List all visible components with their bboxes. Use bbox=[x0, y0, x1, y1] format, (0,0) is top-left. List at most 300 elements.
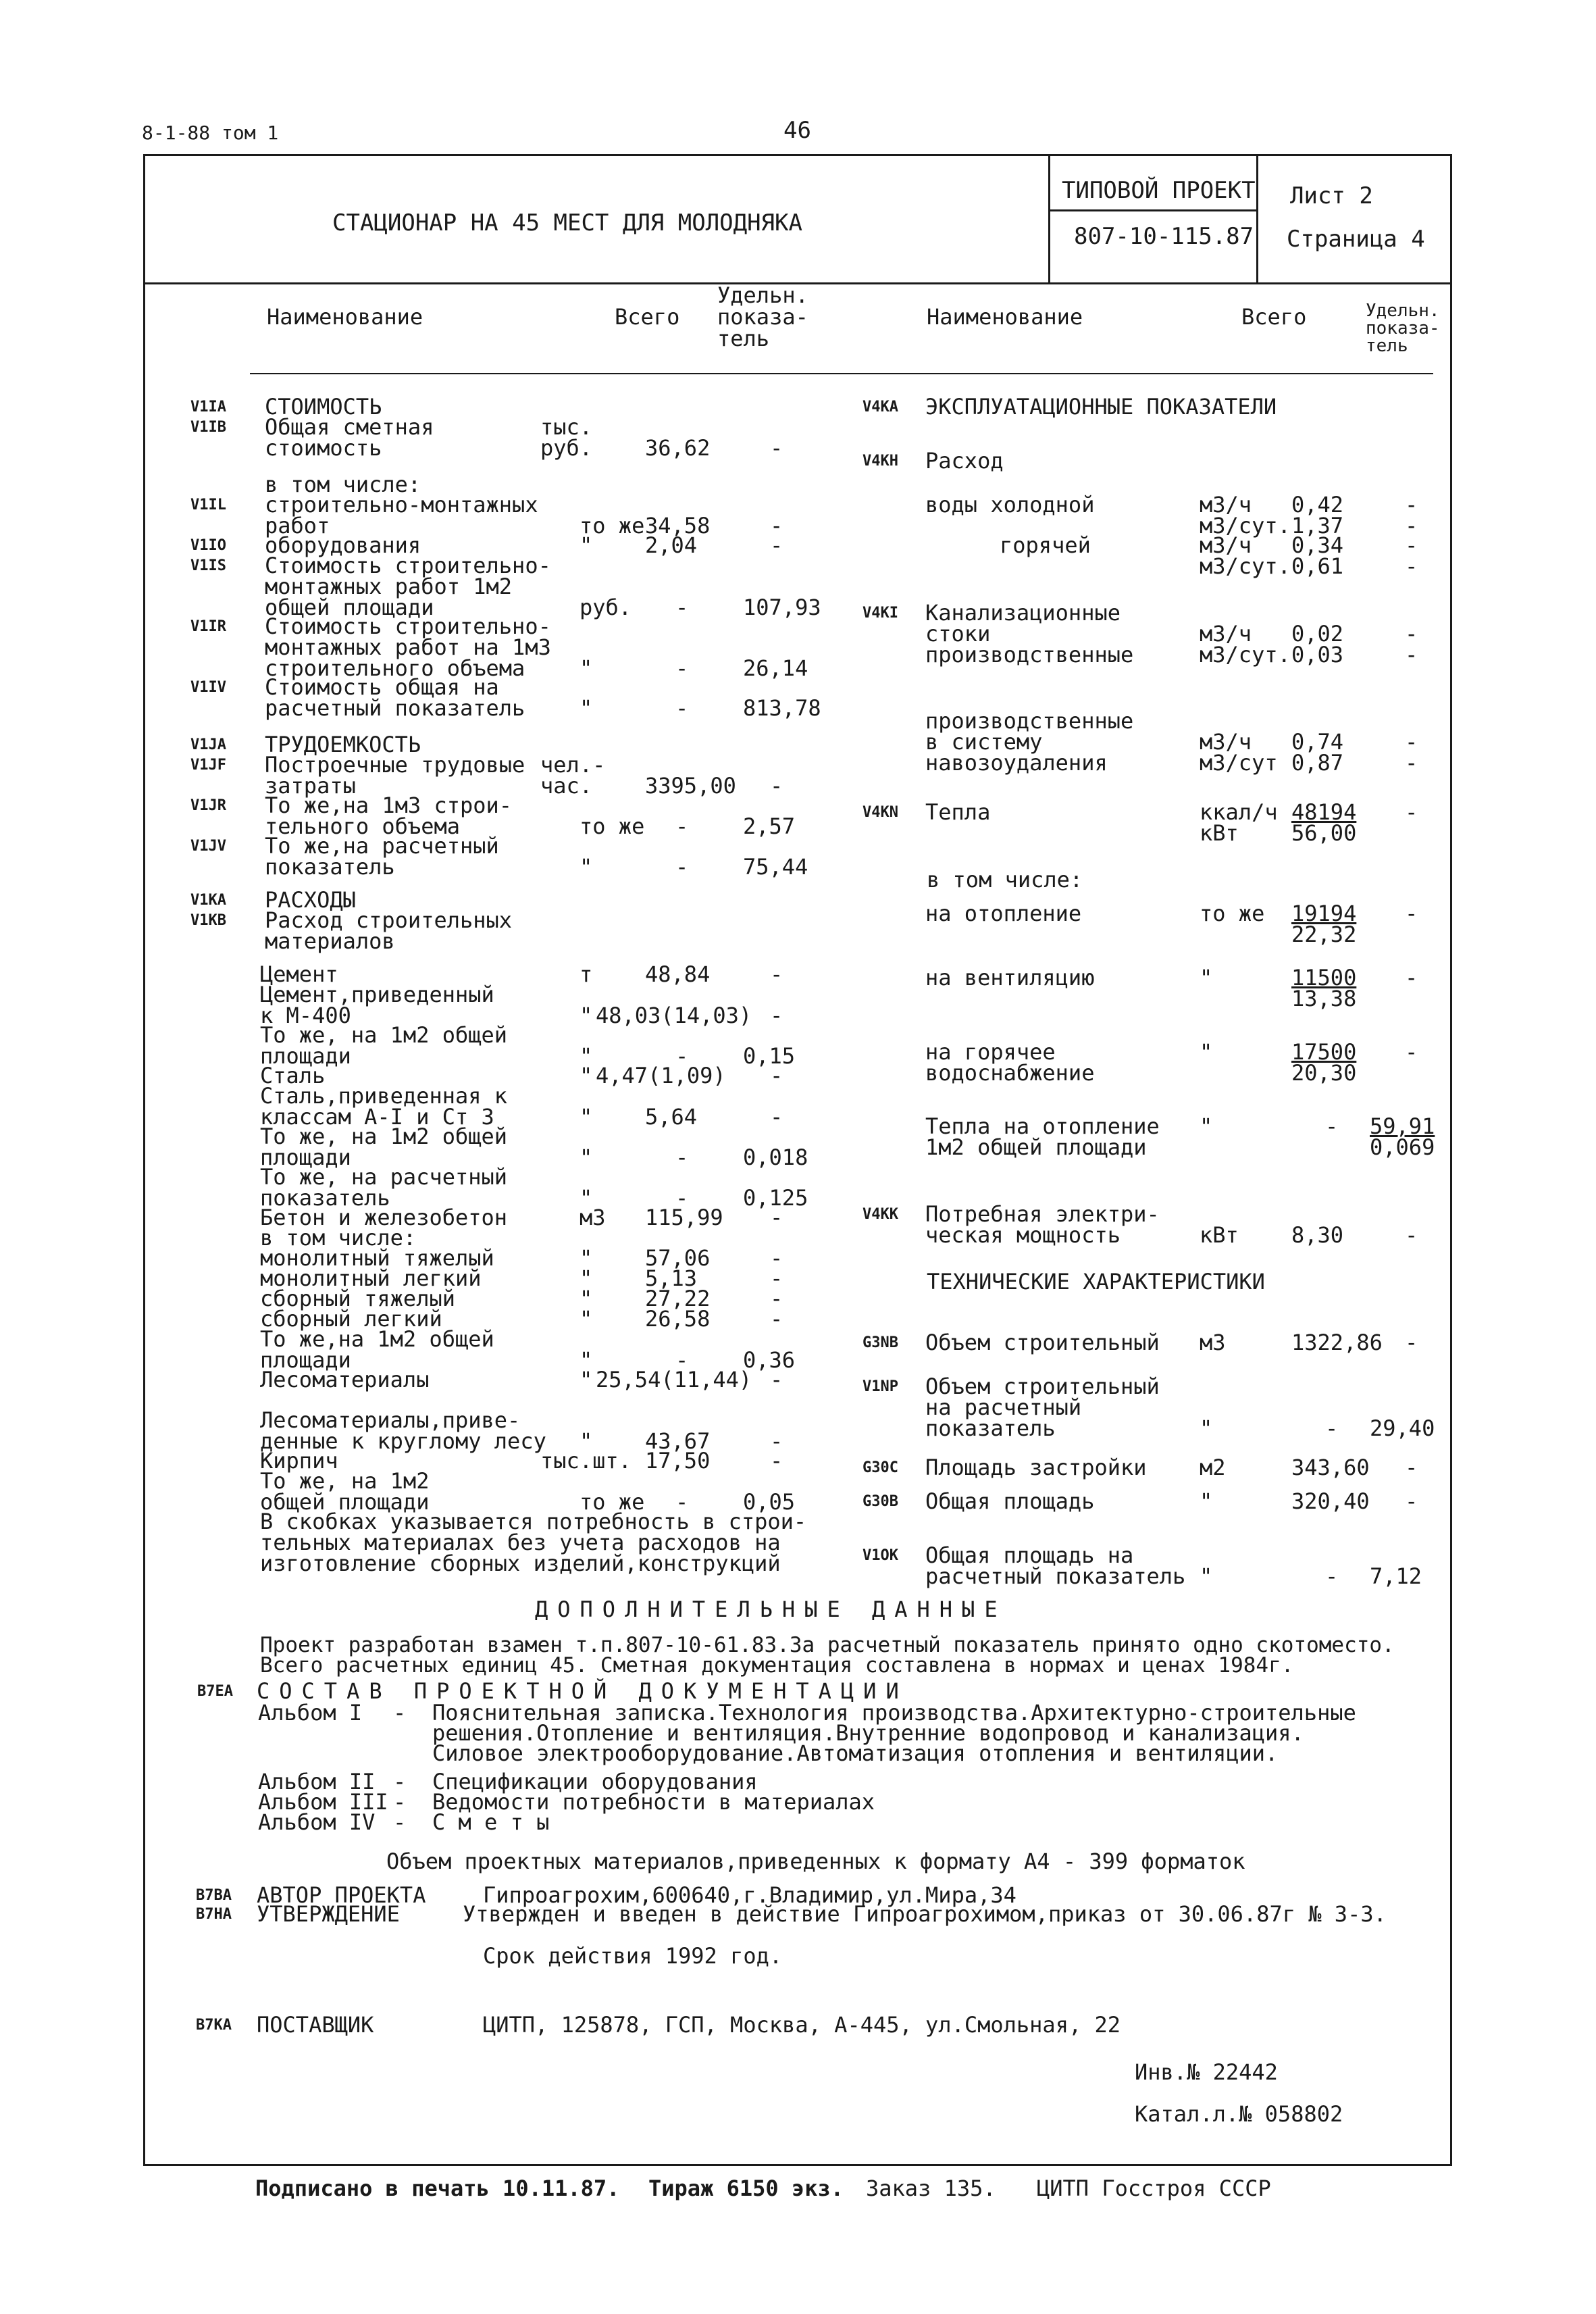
project-number: 807-10-115.87 bbox=[1074, 223, 1254, 250]
row-specific: - bbox=[770, 1367, 783, 1392]
inventory-number: Инв.№ 22442 bbox=[1135, 2059, 1278, 2085]
row-total: - bbox=[675, 1184, 689, 1211]
row-specific-right: - bbox=[1405, 1330, 1418, 1355]
row-specific: 0,018 bbox=[743, 1144, 808, 1170]
row-specific-right: 0,069 bbox=[1370, 1134, 1435, 1160]
row-label: Кирпич bbox=[260, 1448, 338, 1474]
row-specific: - bbox=[770, 1002, 783, 1028]
row-label-right: на расчетный bbox=[925, 1394, 1082, 1420]
row-label: расчетный показатель bbox=[265, 695, 525, 721]
col-header-specific: показа- bbox=[717, 304, 808, 330]
row-label: Цемент bbox=[260, 961, 338, 987]
col-header-specific-right: тель bbox=[1366, 336, 1408, 356]
album-description: Силовое электрооборудование.Автоматизация отопления и вентиляции. bbox=[432, 1740, 1279, 1766]
row-label: монтажных работ на 1м3 bbox=[265, 634, 551, 660]
row-label: То же, на 1м2 общей bbox=[260, 1022, 508, 1048]
row-label: стоимость bbox=[265, 434, 382, 461]
row-label-right: горячей bbox=[1000, 532, 1091, 558]
row-total: - bbox=[675, 695, 689, 721]
row-label-right: Потребная электри- bbox=[925, 1201, 1160, 1227]
row-label: монтажных работ 1м2 bbox=[265, 573, 513, 599]
row-unit: " bbox=[580, 853, 593, 880]
row-label-right: производственные bbox=[925, 641, 1134, 668]
supplier-code: B7KA bbox=[196, 2017, 232, 2034]
row-specific-right: - bbox=[1405, 620, 1418, 647]
row-label: в том числе: bbox=[260, 1225, 417, 1251]
row-total: 34,58 bbox=[645, 512, 711, 538]
row-label-right: водоснабжение bbox=[925, 1059, 1095, 1086]
row-total: 26,58 bbox=[645, 1306, 711, 1332]
row-label: Сталь,приведенная к bbox=[260, 1083, 508, 1109]
row-specific: - bbox=[770, 1286, 783, 1311]
row-unit-right: " bbox=[1200, 1039, 1213, 1065]
row-label: показатель bbox=[265, 853, 395, 880]
row-total: - bbox=[675, 853, 689, 880]
row-unit-right: м3/ч bbox=[1200, 492, 1252, 518]
row-label: общей площади bbox=[265, 594, 434, 620]
row-unit-right: ккал/ч bbox=[1200, 799, 1278, 825]
row-label: Построечные трудовые bbox=[265, 752, 525, 778]
row-unit-right: " bbox=[1200, 1563, 1213, 1589]
row-label: монолитный тяжелый bbox=[260, 1245, 494, 1271]
row-total: - bbox=[675, 1144, 689, 1170]
row-code-right: G3NB bbox=[863, 1334, 898, 1351]
row-unit-right: м3 bbox=[1200, 1330, 1226, 1355]
author-value: Гипроагрохим,600640,г.Владимир,ул.Мира,34 bbox=[483, 1882, 1016, 1908]
row-label: Общая сметная bbox=[265, 414, 434, 440]
row-unit-right: м3/сут. bbox=[1200, 641, 1291, 668]
additional-line: Всего расчетных единиц 45. Сметная документация составлена в нормах и ценах 1984г. bbox=[260, 1653, 1294, 1678]
row-total-right: 0,34 bbox=[1291, 532, 1344, 558]
row-unit-right: кВт bbox=[1200, 1222, 1239, 1248]
album-dash: - bbox=[393, 1769, 407, 1794]
row-label: СТОИМОСТЬ bbox=[265, 394, 382, 420]
row-total-right: 11500 bbox=[1291, 965, 1357, 990]
row-label-right: на вентиляцию bbox=[925, 965, 1095, 990]
row-unit: " bbox=[580, 1103, 593, 1130]
row-code: V1IR bbox=[190, 618, 226, 635]
row-unit: " bbox=[580, 695, 593, 721]
row-unit: " bbox=[580, 1367, 593, 1392]
row-specific-right: - bbox=[1405, 728, 1418, 755]
row-label: площади bbox=[260, 1144, 351, 1170]
row-code: V1IB bbox=[190, 419, 226, 436]
footer-printed: Подписано в печать 10.11.87. bbox=[255, 2175, 620, 2201]
row-label-right: навозоудаления bbox=[925, 749, 1108, 776]
composition-code: B7EA bbox=[197, 1683, 233, 1700]
row-unit: " bbox=[580, 1184, 593, 1211]
row-code-right: G30C bbox=[863, 1459, 898, 1476]
row-unit: " bbox=[580, 655, 593, 681]
row-unit: то же bbox=[580, 1488, 645, 1515]
row-label: То же, на 1м2 общей bbox=[260, 1124, 508, 1149]
row-unit-right: " bbox=[1200, 965, 1213, 990]
row-label-right: ТЕХНИЧЕСКИЕ ХАРАКТЕРИСТИКИ bbox=[927, 1269, 1265, 1294]
row-specific: - bbox=[770, 1063, 783, 1088]
row-unit: " bbox=[580, 1286, 593, 1311]
row-unit-right: то же bbox=[1200, 901, 1265, 926]
row-specific: - bbox=[770, 961, 783, 987]
row-label: оборудования bbox=[265, 532, 421, 558]
row-unit: " bbox=[580, 1347, 593, 1373]
row-total-right: 343,60 bbox=[1291, 1455, 1370, 1480]
row-total-right: 13,38 bbox=[1291, 985, 1357, 1011]
row-label: строительно-монтажных bbox=[265, 492, 538, 518]
row-specific-right: - bbox=[1405, 553, 1418, 579]
row-label: Цемент,приведенный bbox=[260, 982, 494, 1007]
row-code-right: G30B bbox=[863, 1493, 898, 1510]
row-label: в том числе: bbox=[265, 472, 421, 497]
row-label-right: Канализационные bbox=[925, 600, 1121, 626]
row-unit: тыс. bbox=[540, 414, 593, 440]
row-label: РАСХОДЫ bbox=[265, 887, 356, 913]
row-label: площади bbox=[260, 1042, 351, 1069]
row-code: V1JR bbox=[190, 797, 226, 814]
row-specific: 75,44 bbox=[743, 853, 808, 880]
row-specific-right: - bbox=[1405, 749, 1418, 776]
row-total-right: 0,87 bbox=[1291, 749, 1344, 776]
row-label: Лесоматериалы,приве- bbox=[260, 1407, 521, 1433]
row-label: классам А-I и Ст 3 bbox=[260, 1103, 494, 1130]
approval-value: Утвержден и введен в действие Гипроагрохимом,приказ от 30.06.87г № 3-3. bbox=[463, 1901, 1387, 1927]
row-unit-right: м3/ч bbox=[1200, 728, 1252, 755]
row-label: То же,на 1м3 строи- bbox=[265, 793, 513, 818]
album-description: Спецификации оборудования bbox=[432, 1769, 758, 1794]
row-label-right: Тепла bbox=[925, 799, 991, 825]
row-label: сборный легкий bbox=[260, 1306, 442, 1332]
row-label: затраты bbox=[265, 772, 356, 799]
row-label: тельного объема bbox=[265, 813, 460, 839]
row-code: V1JF bbox=[190, 757, 226, 774]
col-header-total: Всего bbox=[615, 304, 680, 330]
row-label-right: на горячее bbox=[925, 1039, 1056, 1065]
row-label: Стоимость строительно- bbox=[265, 553, 551, 578]
row-label: То же, на расчетный bbox=[260, 1164, 508, 1190]
row-label-right: Объем строительный bbox=[925, 1374, 1160, 1399]
row-unit: " bbox=[580, 532, 593, 558]
row-label: работ bbox=[265, 512, 330, 538]
row-total: 27,22 bbox=[645, 1286, 711, 1311]
row-label: Сталь bbox=[260, 1063, 326, 1088]
row-specific-right: - bbox=[1405, 901, 1418, 926]
row-total-right: 22,32 bbox=[1291, 921, 1357, 947]
row-label: денные к круглому лесу bbox=[260, 1428, 546, 1454]
album-dash: - bbox=[393, 1700, 407, 1726]
row-unit: то же bbox=[580, 813, 645, 839]
header-vline-1 bbox=[1048, 154, 1050, 282]
row-label: общей площади bbox=[260, 1488, 430, 1515]
left-note: В скобках указывается потребность в строи- bbox=[260, 1509, 807, 1534]
row-unit: " bbox=[580, 1428, 593, 1454]
row-specific: - bbox=[770, 1245, 783, 1271]
row-label-right: показатель bbox=[925, 1415, 1056, 1441]
row-code: V1KA bbox=[190, 892, 226, 909]
row-unit: тыс.шт. bbox=[540, 1448, 632, 1474]
row-unit-right: кВт bbox=[1200, 820, 1239, 846]
row-specific-right: - bbox=[1405, 641, 1418, 668]
row-label-right: в систему bbox=[925, 728, 1043, 755]
row-code: V1IS bbox=[190, 557, 226, 574]
row-unit: " bbox=[580, 1144, 593, 1170]
row-total: 115,99 bbox=[645, 1205, 723, 1230]
row-total: 48,03(14,03) bbox=[596, 1002, 752, 1028]
row-specific-right: - bbox=[1405, 1222, 1418, 1248]
row-unit: руб. bbox=[580, 594, 632, 620]
row-unit: чел.- bbox=[540, 752, 606, 778]
row-code-right: V1OK bbox=[863, 1547, 898, 1564]
row-total-right: 0,42 bbox=[1291, 492, 1344, 518]
row-specific: 813,78 bbox=[743, 695, 821, 721]
row-total: 25,54(11,44) bbox=[596, 1367, 752, 1392]
approval-label: УТВЕРЖДЕНИЕ bbox=[257, 1901, 400, 1927]
row-unit: час. bbox=[540, 772, 593, 799]
album-dash: - bbox=[393, 1789, 407, 1815]
row-total: - bbox=[675, 655, 689, 681]
row-label: строительного объема bbox=[265, 655, 525, 681]
col-header-specific-right: Удельн. bbox=[1366, 301, 1440, 321]
row-unit: м3 bbox=[580, 1205, 606, 1230]
row-label-right: Общая площадь на bbox=[925, 1542, 1134, 1568]
row-total: - bbox=[675, 813, 689, 839]
album-dash: - bbox=[393, 1809, 407, 1835]
col-header-name-right: Наименование bbox=[927, 304, 1083, 330]
row-code: V1IA bbox=[190, 399, 226, 416]
row-unit: " bbox=[580, 1265, 593, 1291]
row-label-right: стоки bbox=[925, 620, 991, 647]
row-total: 2,04 bbox=[645, 532, 698, 558]
row-total-right: 19194 bbox=[1291, 901, 1357, 926]
row-code-right: V4KH bbox=[863, 453, 898, 470]
row-label-right: на отопление bbox=[925, 901, 1082, 926]
row-specific: - bbox=[770, 532, 783, 558]
page-label: Страница 4 bbox=[1287, 226, 1425, 253]
additional-heading: ДОПОЛНИТЕЛЬНЫЕ ДАННЫЕ bbox=[535, 1596, 1007, 1622]
row-specific-right: - bbox=[1405, 492, 1418, 518]
row-code: V1KB bbox=[190, 912, 226, 929]
row-total-right: 56,00 bbox=[1291, 820, 1357, 846]
row-unit: руб. bbox=[540, 434, 593, 461]
author-code: B7BA bbox=[196, 1887, 232, 1904]
row-total-right: 0,61 bbox=[1291, 553, 1344, 579]
row-code-right: V4KN bbox=[863, 804, 898, 821]
row-specific-right: - bbox=[1405, 799, 1418, 825]
row-total-right: - bbox=[1325, 1563, 1339, 1589]
row-code-right: V4KA bbox=[863, 399, 898, 416]
row-label: сборный тяжелый bbox=[260, 1286, 455, 1311]
row-code: V1JV bbox=[190, 838, 226, 855]
album-description: С м е т ы bbox=[432, 1809, 550, 1835]
supplier-value: ЦИТП, 125878, ГСП, Москва, А-445, ул.Смольная, 22 bbox=[483, 2012, 1121, 2038]
row-label: площади bbox=[260, 1347, 351, 1373]
row-label-right: ческая мощность bbox=[925, 1222, 1121, 1248]
row-total-right: 1322,86 bbox=[1291, 1330, 1383, 1355]
row-total: 36,62 bbox=[645, 434, 711, 461]
album-description: Пояснительная записка.Технология производства.Архитектурно-строительные bbox=[432, 1700, 1356, 1726]
row-label: То же,на 1м2 общей bbox=[260, 1326, 494, 1352]
row-code-right: V4KK bbox=[863, 1206, 898, 1223]
row-total-right: - bbox=[1325, 1415, 1339, 1441]
row-unit-right: " bbox=[1200, 1113, 1213, 1139]
row-code-right: V4KI bbox=[863, 605, 898, 622]
row-unit: " bbox=[580, 1245, 593, 1271]
row-label: материалов bbox=[265, 928, 395, 954]
row-specific: 0,36 bbox=[743, 1347, 796, 1373]
header-vline-2 bbox=[1256, 154, 1258, 282]
row-total: - bbox=[675, 1042, 689, 1069]
row-specific-right: - bbox=[1405, 512, 1418, 538]
row-label-right: 1м2 общей площади bbox=[925, 1134, 1147, 1160]
row-unit-right: м3/сут. bbox=[1200, 553, 1291, 579]
row-label: показатель bbox=[260, 1184, 390, 1211]
row-label: Бетон и железобетон bbox=[260, 1205, 508, 1230]
row-total: 57,06 bbox=[645, 1245, 711, 1271]
row-unit-right: " bbox=[1200, 1415, 1213, 1441]
row-unit-right: м3/сут bbox=[1200, 749, 1278, 776]
row-label-right: производственные bbox=[925, 708, 1134, 734]
row-total-right: 17500 bbox=[1291, 1039, 1357, 1065]
row-specific: - bbox=[770, 1103, 783, 1130]
sheet-number: Лист 2 bbox=[1290, 182, 1373, 209]
row-label-right: Объем строительный bbox=[925, 1330, 1160, 1355]
additional-line: Проект разработан взамен т.п.807-10-61.83.За расчетный показатель принято одно скотоместо. bbox=[260, 1633, 1395, 1657]
row-label: То же, на 1м2 bbox=[260, 1468, 430, 1494]
row-total: 4,47(1,09) bbox=[596, 1063, 726, 1088]
col-header-total-right: Всего bbox=[1241, 304, 1307, 330]
row-total-right: 320,40 bbox=[1291, 1488, 1370, 1514]
row-specific: 0,15 bbox=[743, 1042, 796, 1069]
album-label: Альбом IV bbox=[258, 1809, 376, 1835]
column-header-divider bbox=[250, 373, 1433, 374]
row-label-right: Расход bbox=[925, 448, 1004, 474]
row-specific: - bbox=[770, 1306, 783, 1332]
row-label: монолитный легкий bbox=[260, 1265, 482, 1291]
row-total: 5,13 bbox=[645, 1265, 698, 1291]
row-specific-right: 29,40 bbox=[1370, 1415, 1435, 1441]
catalog-number: Катал.л.№ 058802 bbox=[1135, 2101, 1343, 2127]
row-code: V1JA bbox=[190, 736, 226, 753]
row-specific-right: - bbox=[1405, 1455, 1418, 1480]
row-total: 3395,00 bbox=[645, 772, 736, 799]
row-specific: - bbox=[770, 1265, 783, 1291]
row-specific-right: 7,12 bbox=[1370, 1563, 1422, 1589]
album-description: Ведомости потребности в материалах bbox=[432, 1789, 875, 1815]
row-specific: 26,14 bbox=[743, 655, 808, 681]
col-header-specific-right: показа- bbox=[1366, 318, 1440, 338]
row-label-right: Тепла на отопление bbox=[925, 1113, 1160, 1139]
page-title: СТАЦИОНАР НА 45 МЕСТ ДЛЯ МОЛОДНЯКА bbox=[332, 209, 802, 236]
row-total: 43,67 bbox=[645, 1428, 711, 1454]
row-total-right: 48194 bbox=[1291, 799, 1357, 825]
approval-term: Срок действия 1992 год. bbox=[483, 1943, 783, 1969]
row-total-right: - bbox=[1325, 1113, 1339, 1139]
row-total-right: 20,30 bbox=[1291, 1059, 1357, 1086]
row-total: - bbox=[675, 1347, 689, 1373]
row-specific: 0,05 bbox=[743, 1488, 796, 1515]
row-unit: то же bbox=[580, 512, 645, 538]
left-note: тельных материалах без учета расходов на bbox=[260, 1529, 781, 1555]
row-unit-right: м2 bbox=[1200, 1455, 1226, 1480]
row-total: 48,84 bbox=[645, 961, 711, 987]
row-specific: - bbox=[770, 1205, 783, 1230]
row-total: - bbox=[675, 594, 689, 620]
row-label: То же,на расчетный bbox=[265, 833, 499, 859]
row-unit-right: м3/сут. bbox=[1200, 512, 1291, 538]
volume-line: Объем проектных материалов,приведенных к формату А4 - 399 форматок bbox=[386, 1848, 1245, 1874]
author-label: АВТОР ПРОЕКТА bbox=[257, 1882, 426, 1908]
row-total-right: 1,37 bbox=[1291, 512, 1344, 538]
volume-ref: 8-1-88 том 1 bbox=[142, 122, 279, 144]
row-label: к М-400 bbox=[260, 1002, 351, 1028]
row-label: Стоимость строительно- bbox=[265, 613, 551, 639]
row-specific: - bbox=[770, 434, 783, 461]
row-label-right: расчетный показатель bbox=[925, 1563, 1186, 1589]
row-label: Расход строительных bbox=[265, 907, 513, 933]
row-unit-right: м3/ч bbox=[1200, 532, 1252, 558]
row-specific: 107,93 bbox=[743, 594, 821, 620]
footer-org: ЦИТП Госстроя СССР bbox=[1037, 2175, 1271, 2201]
row-total-right: 0,74 bbox=[1291, 728, 1344, 755]
row-specific-right: - bbox=[1405, 965, 1418, 990]
row-specific: 2,57 bbox=[743, 813, 796, 839]
page-number: 46 bbox=[783, 117, 811, 144]
row-total-right: 0,02 bbox=[1291, 620, 1344, 647]
col-header-specific: Удельн. bbox=[717, 282, 808, 308]
row-code: V1IV bbox=[190, 679, 226, 696]
row-unit-right: " bbox=[1200, 1488, 1213, 1514]
row-specific: - bbox=[770, 772, 783, 799]
row-specific-right: - bbox=[1405, 1039, 1418, 1065]
row-specific: - bbox=[770, 1448, 783, 1474]
header-hline-project bbox=[1048, 209, 1256, 211]
album-description: решения.Отопление и вентиляция.Внутренние водопровод и канализация. bbox=[432, 1720, 1304, 1746]
album-label: Альбом I bbox=[258, 1700, 363, 1726]
album-label: Альбом II bbox=[258, 1769, 376, 1794]
row-specific-right: 59,91 bbox=[1370, 1113, 1435, 1139]
row-label-right: Площадь застройки bbox=[925, 1455, 1147, 1480]
row-specific: - bbox=[770, 1428, 783, 1454]
row-label: Лесоматериалы bbox=[260, 1367, 430, 1392]
row-code: V1IO bbox=[190, 537, 226, 554]
row-unit: т bbox=[580, 961, 593, 987]
row-label-right: в том числе: bbox=[927, 867, 1083, 892]
row-code: V1IL bbox=[190, 497, 226, 513]
row-label-right: ЭКСПЛУАТАЦИОННЫЕ ПОКАЗАТЕЛИ bbox=[925, 394, 1277, 420]
composition-heading: СОСТАВ ПРОЕКТНОЙ ДОКУМЕНТАЦИИ bbox=[257, 1678, 908, 1704]
left-note: изготовление сборных изделий,конструкций bbox=[260, 1550, 781, 1576]
row-total-right: 8,30 bbox=[1291, 1222, 1344, 1248]
row-specific: - bbox=[770, 512, 783, 538]
row-total-right: 0,03 bbox=[1291, 641, 1344, 668]
footer-order: Заказ 135. bbox=[866, 2175, 996, 2201]
row-unit-right: м3/ч bbox=[1200, 620, 1252, 647]
row-total: 5,64 bbox=[645, 1103, 698, 1130]
row-specific-right: - bbox=[1405, 1488, 1418, 1514]
footer-run: Тираж 6150 экз. bbox=[648, 2175, 844, 2201]
row-label-right: воды холодной bbox=[925, 492, 1095, 518]
row-unit: " bbox=[580, 1042, 593, 1069]
row-label: ТРУДОЕМКОСТЬ bbox=[265, 732, 421, 757]
row-total: - bbox=[675, 1488, 689, 1515]
row-total: 17,50 bbox=[645, 1448, 711, 1474]
row-label-right: Общая площадь bbox=[925, 1488, 1095, 1514]
col-header-name: Наименование bbox=[267, 304, 423, 330]
row-unit: " bbox=[580, 1063, 593, 1088]
row-unit: " bbox=[580, 1002, 593, 1028]
col-header-specific: тель bbox=[717, 326, 770, 351]
row-specific: 0,125 bbox=[743, 1184, 808, 1211]
album-label: Альбом III bbox=[258, 1789, 388, 1815]
row-code-right: V1NP bbox=[863, 1378, 898, 1395]
